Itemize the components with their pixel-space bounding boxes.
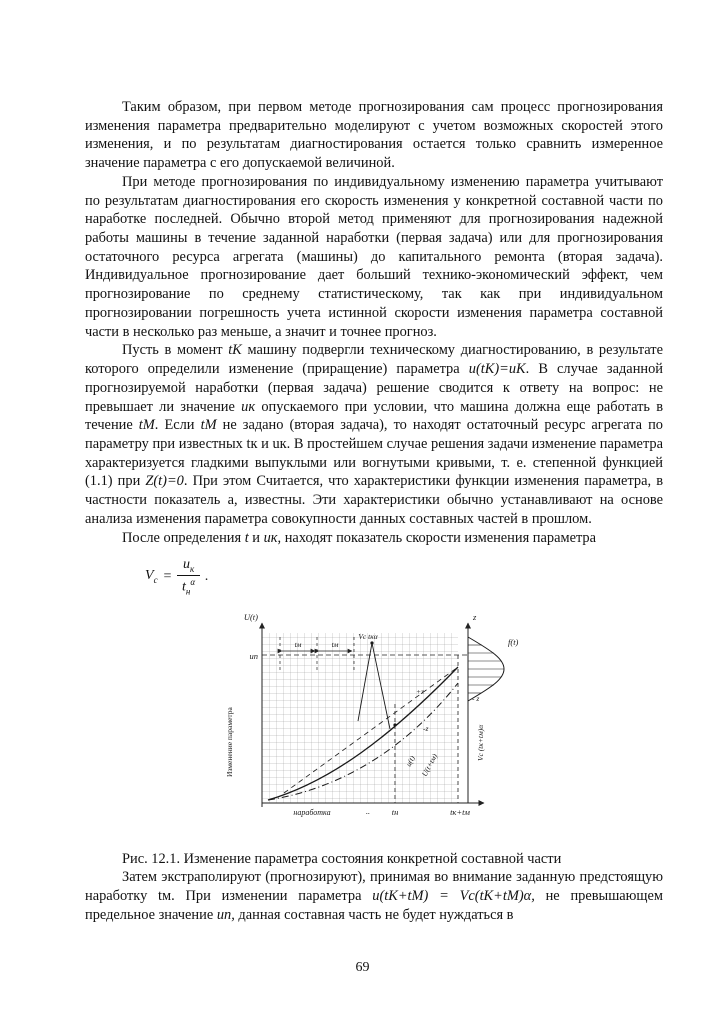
label-tm-1: tм bbox=[294, 639, 302, 649]
spike-apex-point bbox=[370, 641, 373, 644]
formula-vc bbox=[145, 557, 663, 596]
label-u-t-axis: U(t) bbox=[243, 611, 258, 622]
formula-period: . bbox=[205, 568, 209, 584]
distribution-hatching bbox=[468, 645, 504, 693]
paragraph-3: Пусть в момент tK машину подвергли техническому диагностированию, в результате которого определили изменение (приращение) параметра u(tK)=uK. В случае заданной прогнозируемой наработки (первая задача) решение сводится к ответу на вопрос: не превышает ли значение uк опускаемого при условии, что машина должна еще работать в течение tM. Если tM не задано (вторая задача), то находят остаточный ресурс агрегата по параметру при известных tк и uк. В простейшем случае решения задачи изменение параметра характеризуется гладкими выпуклыми или вогнутыми кривыми, т. е. степенной функцией (1.1) при Z(t)=0. При этом Считается, что характеристики функции изменения параметра, в частности показатель а, известны. Эти характеристики обычно устанавливают на основе анализа изменения параметра совокупности данных составных частей в прошлом. bbox=[85, 342, 663, 527]
figure-12-1 bbox=[220, 609, 663, 846]
formula-fraction bbox=[177, 557, 200, 596]
label-minus-z-inner: -z bbox=[423, 723, 429, 733]
figure-caption: Рис. 12.1. Изменение параметра состояния конкретной составной части bbox=[122, 850, 562, 867]
paragraph-4: После определения t и uк, находят показатель скорости изменения параметра bbox=[122, 529, 597, 546]
label-vc-right: Vc (tк+tм)α bbox=[476, 724, 485, 761]
label-u-t-tm-curve: U(t+tм) bbox=[419, 751, 440, 778]
label-plus-z: +z bbox=[416, 686, 424, 696]
figure-graph bbox=[220, 609, 520, 841]
label-x-narabotka: наработка bbox=[293, 807, 331, 817]
label-f-t: f(t) bbox=[508, 636, 519, 647]
label-x-tk-tm: tк+tм bbox=[450, 806, 470, 817]
paragraph-2: При методе прогнозирования по индивидуальному изменению параметра учитывают по результатам диагностирования его скорость изменения у конкретной составной части по наработке последней. Обычно второй метод применяют для прогнозирования надежной работы машины в течение заданной наработки (первая задача) или для прогнозирования остаточного ресурса агрегата (машины) до капитального ремонта (вторая задача). Индивидуальное прогнозирование дает больший технико-экономический эффект, чем прогнозирование по среднему статистическому, так как при индивидуальном прогнозировании погрешность учета истинной скорости изменения параметра составной части в несколько раз меньше, а значит и точнее прогноз. bbox=[85, 173, 663, 340]
label-u-limit: uп bbox=[249, 650, 258, 661]
paragraph-5: Затем экстраполируют (прогнозируют), принимая во внимание заданную предстоящую наработку tм. При изменении параметра u(tK+tM) = Vc(tK+tM)α, не превышающем предельное значение uп, данная составная часть не будет нуждаться в bbox=[85, 869, 664, 923]
label-x-tn: tн bbox=[391, 806, 399, 817]
label-x-dots: .. bbox=[366, 806, 370, 816]
label-minus-z-right: - z bbox=[472, 693, 480, 703]
grid-area bbox=[262, 633, 458, 803]
formula-denominator: $t_н^\alpha$ bbox=[182, 577, 196, 597]
label-tm-2: tм bbox=[331, 639, 339, 649]
paragraph-1: Таким образом, при первом методе прогнозирования сам процесс прогнозирования изменения параметра предварительно моделируют с учетом возможных скоростей этого изменения, и по результатам диагностирования остается только сравнить измеренное значение параметра с его допускаемой величиной. bbox=[85, 99, 663, 172]
label-vc-point: Vc tкα bbox=[358, 631, 378, 641]
page-number: 69 bbox=[355, 960, 370, 975]
text-content bbox=[85, 98, 663, 924]
curve-point bbox=[393, 723, 396, 726]
label-y-axis-rotated: Изменение параметра bbox=[225, 706, 234, 777]
label-u-t-curve: u(t) bbox=[403, 753, 417, 768]
label-z-axis: z bbox=[473, 611, 477, 622]
formula-equals: = bbox=[162, 568, 173, 584]
formula-numerator: $u_к$ bbox=[177, 557, 200, 576]
formula-lhs: $V_c$ bbox=[145, 568, 158, 586]
